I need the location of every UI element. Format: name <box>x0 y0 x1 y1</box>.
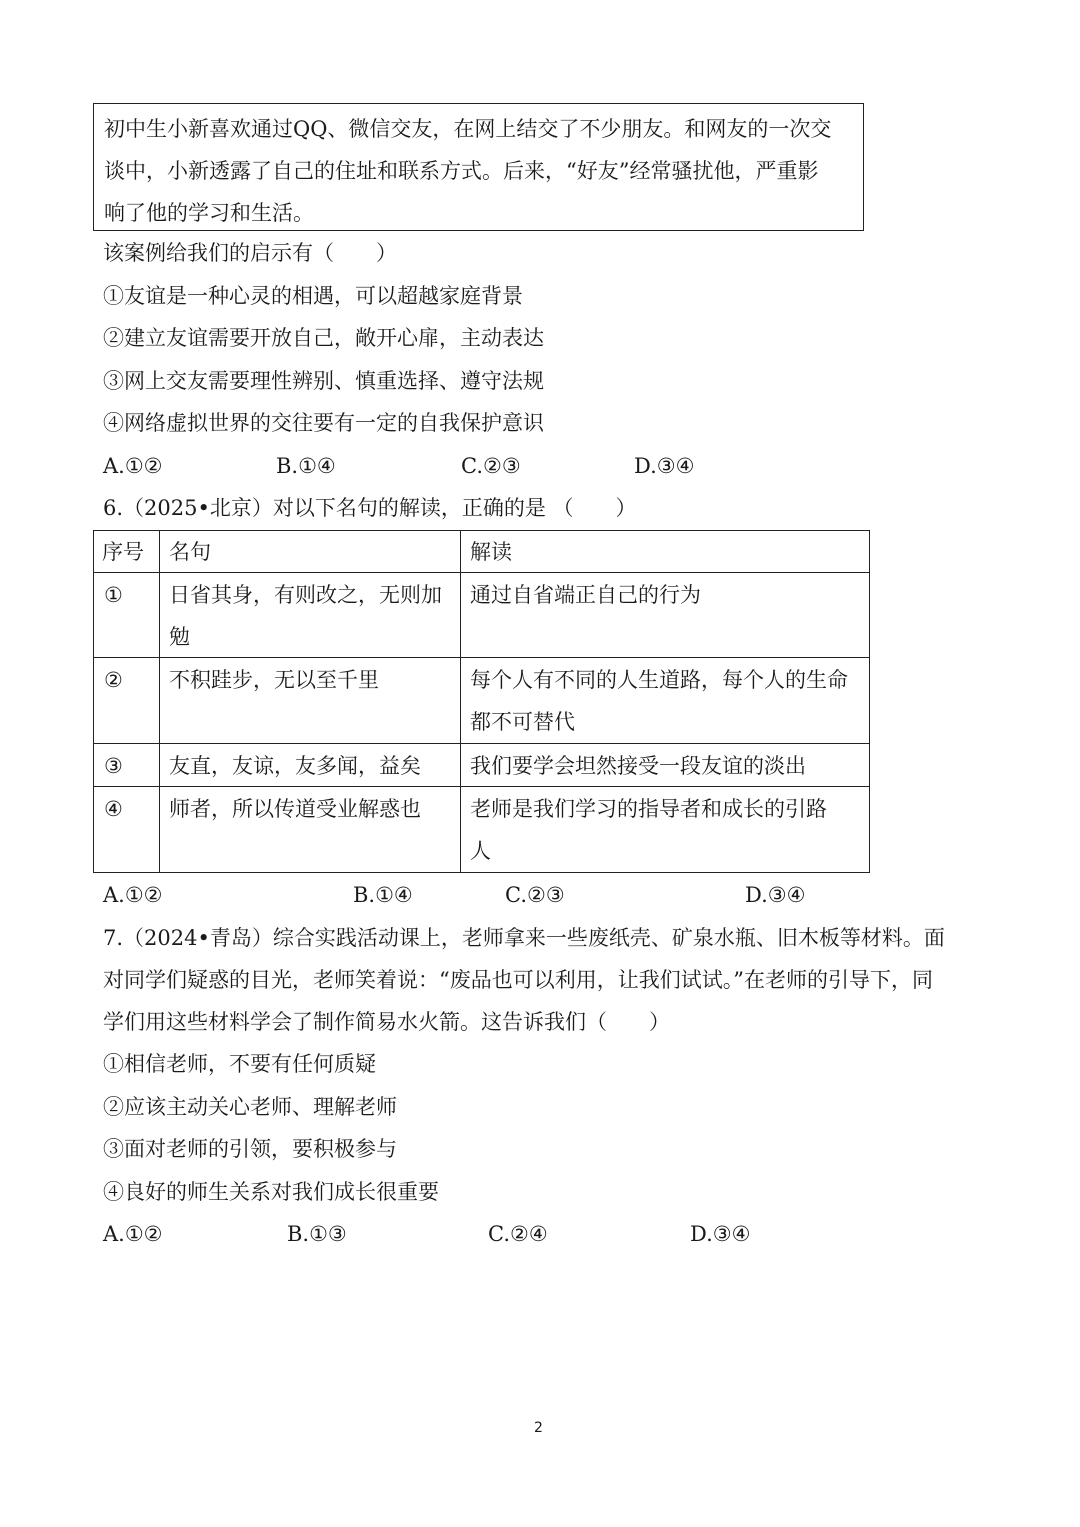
q6-option-a: A.①② <box>103 883 163 907</box>
q5-statement: ③网上交友需要理性辨别、慎重选择、遵守法规 <box>103 369 544 393</box>
table-cell-interp: 每个人有不同的人生道路，每个人的生命 <box>470 668 848 692</box>
table-header: 名句 <box>169 540 211 564</box>
q7-stem: 7.（2024•青岛）综合实践活动课上，老师拿来一些废纸壳、矿泉水瓶、旧木板等材料。面 <box>103 926 945 950</box>
q7-option-d: D.③④ <box>690 1222 751 1246</box>
table-cell-no: ① <box>104 583 123 607</box>
table-cell-quote: 勉 <box>169 625 190 649</box>
q6-option-b: B.①④ <box>353 883 413 907</box>
page-number: 2 <box>534 1420 543 1436</box>
q7-stem: 学们用这些材料学会了制作简易水火箭。这告诉我们（ ） <box>103 1010 670 1034</box>
q5-statement: ②建立友谊需要开放自己，敞开心扉，主动表达 <box>103 326 544 350</box>
q7-statement: ②应该主动关心老师、理解老师 <box>103 1095 397 1119</box>
table-rule <box>159 530 160 873</box>
q5-statement: ④网络虚拟世界的交往要有一定的自我保护意识 <box>103 411 544 435</box>
case-box <box>93 103 864 231</box>
table-rule <box>93 530 870 531</box>
q7-option-a: A.①② <box>103 1222 163 1246</box>
table-rule <box>93 572 870 573</box>
table-cell-no: ② <box>104 668 123 692</box>
q7-stem: 对同学们疑惑的目光，老师笑着说：“废品也可以利用，让我们试试。”在老师的引导下，同 <box>103 968 933 992</box>
q6-stem: 6.（2025•北京）对以下名句的解读，正确的是 （ ） <box>103 496 637 520</box>
table-rule <box>460 530 461 873</box>
q5-option-a: A.①② <box>103 454 163 478</box>
case-line: 谈中，小新透露了自己的住址和联系方式。后来，“好友”经常骚扰他，严重影 <box>104 159 819 183</box>
table-rule <box>93 657 870 658</box>
q7-option-b: B.①③ <box>287 1222 347 1246</box>
q7-statement: ③面对老师的引领，要积极参与 <box>103 1137 397 1161</box>
table-header: 解读 <box>470 540 512 564</box>
table-cell-quote: 不积跬步，无以至千里 <box>169 668 379 692</box>
q5-statement: ①友谊是一种心灵的相遇，可以超越家庭背景 <box>103 284 523 308</box>
q6-option-c: C.②③ <box>505 883 565 907</box>
q7-statement: ①相信老师，不要有任何质疑 <box>103 1052 376 1076</box>
table-rule <box>869 530 870 873</box>
q6-option-d: D.③④ <box>745 883 806 907</box>
q5-option-d: D.③④ <box>634 454 695 478</box>
q5-stem: 该案例给我们的启示有（ ） <box>103 241 397 265</box>
q5-option-b: B.①④ <box>276 454 336 478</box>
table-rule <box>93 530 94 873</box>
case-line: 初中生小新喜欢通过QQ、微信交友，在网上结交了不少朋友。和网友的一次交 <box>104 117 832 141</box>
table-cell-no: ③ <box>104 754 123 778</box>
q5-option-c: C.②③ <box>461 454 521 478</box>
table-header: 序号 <box>102 540 144 564</box>
q7-option-c: C.②④ <box>488 1222 548 1246</box>
table-cell-interp: 老师是我们学习的指导者和成长的引路 <box>470 797 827 821</box>
table-cell-interp: 人 <box>470 839 491 863</box>
q7-statement: ④良好的师生关系对我们成长很重要 <box>103 1180 439 1204</box>
table-rule <box>93 872 870 873</box>
quote-table <box>93 530 870 873</box>
table-cell-quote: 友直，友谅，友多闻，益矣 <box>169 754 421 778</box>
table-cell-interp: 我们要学会坦然接受一段友谊的淡出 <box>470 754 806 778</box>
table-cell-interp: 都不可替代 <box>470 710 575 734</box>
table-rule <box>93 786 870 787</box>
table-cell-interp: 通过自省端正自己的行为 <box>470 583 701 607</box>
case-line: 响了他的学习和生活。 <box>104 201 314 225</box>
table-cell-quote: 师者，所以传道受业解惑也 <box>169 797 421 821</box>
table-cell-quote: 日省其身，有则改之，无则加 <box>169 583 442 607</box>
table-rule <box>93 743 870 744</box>
table-cell-no: ④ <box>104 797 123 821</box>
